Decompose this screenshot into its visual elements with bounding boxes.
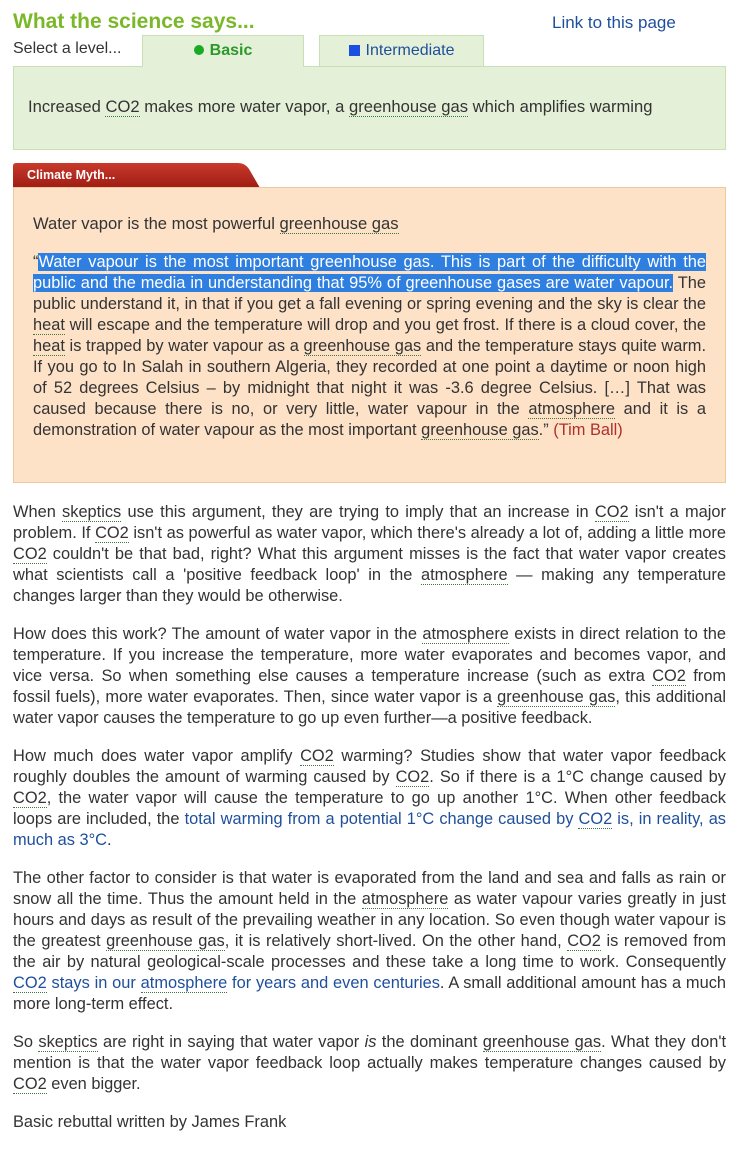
- climate-myth-label: Climate Myth...: [27, 168, 116, 182]
- glossary-link-heat[interactable]: heat: [33, 316, 65, 334]
- glossary-link-atmosphere[interactable]: atmosphere: [421, 566, 508, 584]
- glossary-link-co2[interactable]: CO2: [567, 932, 601, 950]
- quote-text: and the temperature stays quite warm. If you go to In Salah in southern Algeria, they recorded at one point a daytime or noon high of 52 degrees Celsius – by midnight that night it was -3.6 degree Celsius. […] That was caused because there is no, or very little, water vapour in the: [33, 337, 707, 418]
- glossary-link-skeptics[interactable]: skeptics: [62, 503, 122, 521]
- link-text: total warming from a potential 1°C change caused by: [184, 810, 579, 828]
- link-text: for years and even centuries: [227, 974, 440, 992]
- tab-basic[interactable]: [142, 35, 304, 67]
- glossary-link-co2[interactable]: CO2: [395, 768, 430, 786]
- paragraph: [13, 624, 726, 729]
- text: How much does water vapor amplify: [13, 747, 301, 765]
- link-text: stays in our: [46, 974, 141, 992]
- page-title: What the science says...: [13, 10, 255, 33]
- text: , it is relatively short-lived. On the other hand,: [224, 932, 568, 950]
- quote-text: .”: [538, 421, 554, 439]
- text: the dominant: [376, 1033, 483, 1051]
- quote-text: and it is a demonstration of water vapour as the most important: [33, 400, 706, 439]
- green-dot-icon: [194, 45, 204, 55]
- text: from fossil fuels), more water evaporates. Then, since water vapor is a: [13, 667, 727, 706]
- glossary-link-greenhouse-gas[interactable]: greenhouse gas: [279, 214, 399, 233]
- text: When: [13, 503, 63, 521]
- text: even bigger.: [46, 1075, 141, 1093]
- glossary-link-co2[interactable]: CO2: [13, 789, 47, 807]
- paragraph: [13, 746, 726, 851]
- glossary-link-atmosphere[interactable]: atmosphere: [361, 890, 449, 908]
- text: as water vapour varies greatly in just hours and days as result of the prevailing weather in any location. So even though water vapour is the greatest: [13, 890, 726, 950]
- glossary-link-co2[interactable]: CO2: [300, 747, 334, 765]
- text: isn't as powerful as water vapor, which there's already a lot of, adding a little more: [128, 524, 726, 542]
- glossary-link-greenhouse-gas[interactable]: greenhouse gas: [303, 337, 422, 355]
- text: isn't a major problem. If: [13, 503, 726, 542]
- text: The other factor to consider is that water is evaporated from the land and sea and falls as rain or snow all the time. Thus the amount held in the: [13, 869, 726, 908]
- quote-mark: “: [33, 253, 39, 271]
- summary-text: which amplifies warming: [468, 97, 653, 116]
- glossary-link-greenhouse-gas[interactable]: greenhouse gas: [482, 1033, 602, 1051]
- summary-text: makes more water vapor, a: [139, 97, 349, 116]
- climate-myth-box: [13, 187, 726, 483]
- glossary-link-atmosphere[interactable]: atmosphere: [528, 400, 615, 418]
- glossary-link-co2[interactable]: CO2: [578, 810, 613, 828]
- text: are right in saying that water vapor: [97, 1033, 365, 1051]
- quote-text: is trapped by water vapour as a: [64, 337, 304, 355]
- level-select-label: Select a level...: [13, 40, 122, 57]
- glossary-link-co2[interactable]: CO2: [95, 524, 129, 542]
- text: couldn't be that bad, right? What this argument misses is the fact that water vapor creates what scientists call a 'positive feedback loop' in the: [13, 545, 726, 584]
- author-link-tim-ball[interactable]: (Tim Ball): [553, 421, 623, 439]
- paragraph: [13, 502, 726, 607]
- text: . What they don't mention is that the water vapor feedback loop actually makes temperature changes caused by: [13, 1033, 727, 1072]
- link-text: is, in reality, as much as 3°C: [13, 810, 727, 849]
- tab-intermediate-label: Intermediate: [365, 42, 455, 59]
- myth-claim-text: Water vapor is the most powerful: [33, 214, 280, 233]
- text: , the water vapor will cause the temperature to go up another 1°C. When other feedback loops are included, the: [13, 789, 726, 828]
- text: — making any temperature changes larger than they would be otherwise.: [13, 566, 726, 605]
- glossary-link-co2[interactable]: CO2: [13, 974, 47, 992]
- paragraph: [13, 868, 726, 1015]
- link-to-this-page[interactable]: Link to this page: [552, 13, 676, 32]
- text: warming? Studies show that water vapor feedback roughly doubles the amount of warming caused by: [13, 747, 727, 786]
- glossary-link-greenhouse-gas[interactable]: greenhouse gas: [421, 421, 539, 439]
- text: use this argument, they are trying to imply that an increase in: [121, 503, 595, 521]
- text: exists in direct relation to the temperature. If you increase the temperature, more water evaporates and becomes vapor, and vice versa. So when something else causes a temperature increase (such as extra: [13, 625, 726, 685]
- link-co2-stays[interactable]: [13, 974, 440, 993]
- summary-box: [13, 66, 726, 150]
- glossary-link-greenhouse-gas[interactable]: greenhouse gas: [497, 688, 616, 706]
- quote-text: will escape and the temperature will drop and you get frost. If there is a cloud cover, the: [64, 316, 706, 334]
- text: . So if there is a 1°C change caused by: [429, 768, 726, 786]
- text: .: [107, 831, 112, 849]
- author-credit: Basic rebuttal written by James Frank: [13, 1113, 287, 1131]
- text: is removed from the air by natural geological-scale processes and these take a long time to work. Consequently: [13, 932, 726, 971]
- summary-text: Increased: [28, 97, 106, 116]
- text: , this additional water vapor causes the temperature to go up even further—a positive feedback.: [13, 688, 727, 727]
- text: . A small additional amount has a much more long-term effect.: [13, 974, 727, 1013]
- glossary-link-co2[interactable]: CO2: [594, 503, 629, 521]
- quote-text: The public understand it, in that if you get a fall evening or spring evening and the sky is clear the: [33, 274, 706, 313]
- myth-claim: [33, 213, 706, 235]
- tab-basic-label: Basic: [209, 42, 253, 59]
- glossary-link-co2[interactable]: CO2: [13, 1075, 47, 1093]
- text: How does this work? The amount of water vapor in the: [13, 625, 423, 643]
- glossary-link-co2[interactable]: CO2: [105, 97, 140, 116]
- glossary-link-co2[interactable]: CO2: [13, 545, 47, 563]
- glossary-link-heat[interactable]: heat: [33, 337, 65, 355]
- glossary-link-co2[interactable]: CO2: [652, 667, 686, 685]
- glossary-link-greenhouse-gas[interactable]: greenhouse gas: [106, 932, 225, 950]
- glossary-link-atmosphere[interactable]: atmosphere: [140, 974, 228, 992]
- glossary-link-atmosphere[interactable]: atmosphere: [422, 625, 509, 643]
- glossary-link-skeptics[interactable]: skeptics: [38, 1033, 98, 1051]
- emphasis: is: [364, 1033, 377, 1051]
- text: So: [13, 1033, 39, 1051]
- highlighted-text: Water vapour is the most important greenhouse gas. This is part of the difficulty with the public and the media in understanding that 95% of greenhouse gases are water vapour.: [33, 253, 706, 292]
- climate-myth-tab: [13, 163, 260, 188]
- rebuttal-article: [13, 502, 726, 1133]
- blue-square-icon: [349, 45, 360, 56]
- paragraph: [13, 1032, 726, 1095]
- glossary-link-greenhouse-gas[interactable]: greenhouse gas: [348, 97, 468, 116]
- tab-intermediate[interactable]: [319, 35, 484, 66]
- myth-quote: [33, 252, 706, 441]
